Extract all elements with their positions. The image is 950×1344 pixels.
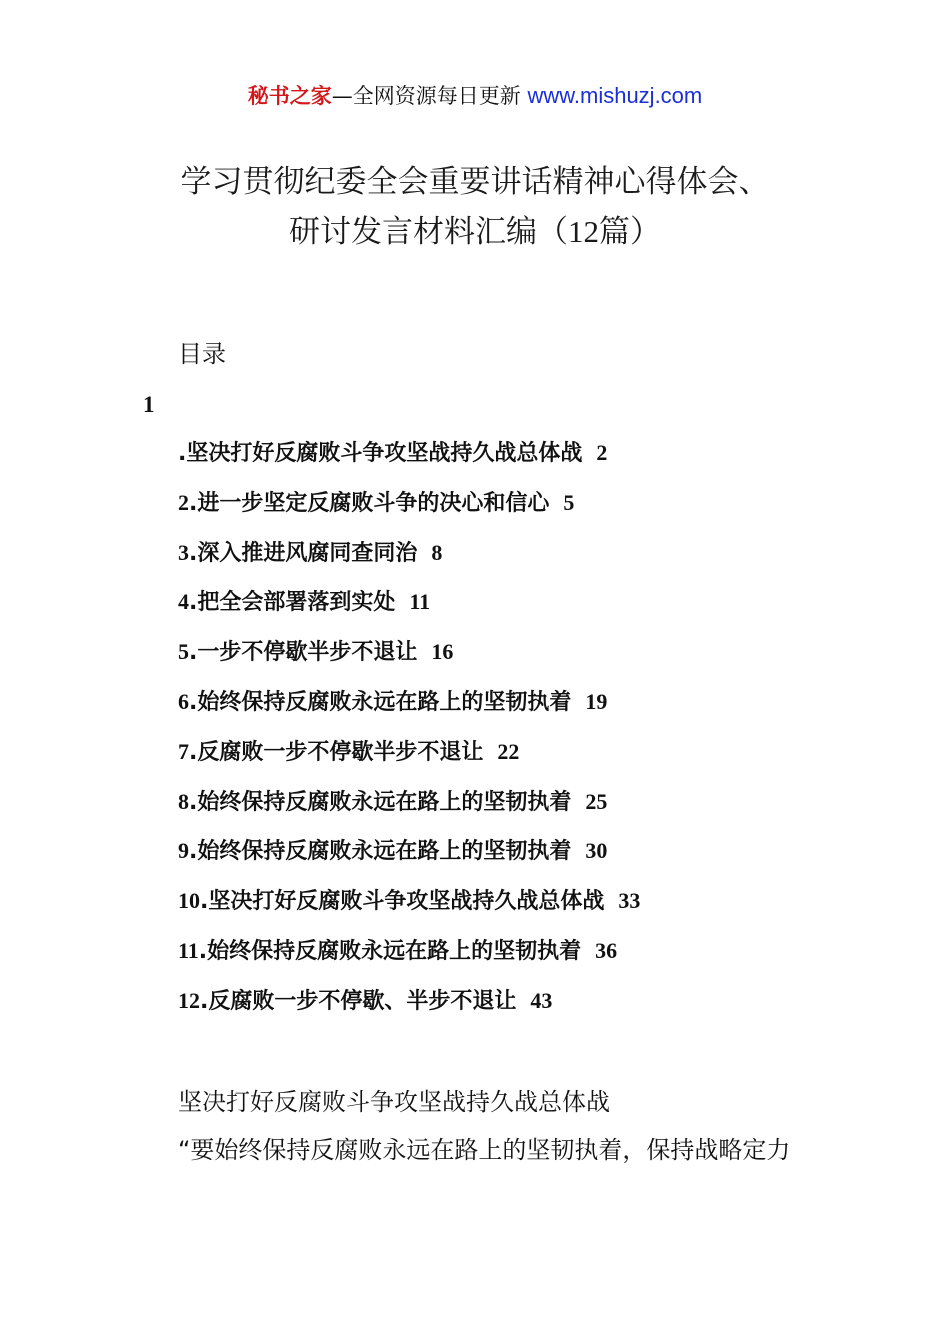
- toc-item-number: 2: [178, 489, 189, 515]
- toc-item-page: 25: [585, 788, 608, 814]
- toc-item-page: 36: [595, 937, 618, 963]
- toc-item-page: 43: [530, 987, 553, 1013]
- toc-item[interactable]: [178, 435, 640, 485]
- toc-item-number: 10: [178, 888, 200, 914]
- brand-name: 秘书之家: [247, 84, 332, 108]
- toc-item[interactable]: [178, 584, 640, 634]
- document-title-line-2: [0, 210, 950, 254]
- toc-item-page: 16: [431, 639, 454, 665]
- section-heading: 坚决打好反腐败斗争攻坚战持久战总体战: [178, 1088, 610, 1116]
- toc-item-title: .把全会部署落到实处: [189, 590, 396, 616]
- toc-item-title: .一步不停歇半步不退让: [189, 640, 418, 666]
- toc-item-page: 2: [596, 440, 608, 465]
- title-count: 12: [568, 214, 599, 249]
- header-tagline: —全网资源每日更新: [331, 84, 528, 108]
- toc-item-page: 33: [618, 888, 641, 914]
- toc-item[interactable]: [178, 784, 640, 834]
- toc-item-title: .始终保持反腐败永远在路上的坚韧执着: [198, 938, 582, 964]
- toc-item-title: .进一步坚定反腐败斗争的决心和信心: [189, 490, 550, 516]
- site-url-link[interactable]: www.mishuzj.com: [527, 83, 703, 108]
- toc-item[interactable]: [178, 883, 640, 933]
- toc-item-title: .始终保持反腐败永远在路上的坚韧执着: [189, 839, 572, 865]
- toc-item[interactable]: [178, 983, 640, 1033]
- toc-item-title: .始终保持反腐败永远在路上的坚韧执着: [189, 689, 572, 715]
- table-of-contents: [178, 435, 640, 1033]
- toc-item-title: .坚决打好反腐败斗争攻坚战持久战总体战: [200, 889, 605, 915]
- toc-item-title: .始终保持反腐败永远在路上的坚韧执着: [189, 789, 572, 815]
- document-title-line-1: 学习贯彻纪委全会重要讲话精神心得体会、: [180, 164, 770, 200]
- body-paragraph: “要始终保持反腐败永远在路上的坚韧执着，保持战略定力: [178, 1136, 791, 1164]
- toc-item-page: 5: [563, 489, 575, 515]
- toc-item-title: .坚决打好反腐败斗争攻坚战持久战总体战: [178, 441, 583, 466]
- toc-item-number: 8: [178, 788, 189, 814]
- toc-item-number: 7: [178, 738, 189, 764]
- toc-item-number: 3: [178, 539, 189, 565]
- toc-item-page: 22: [497, 738, 520, 764]
- toc-item[interactable]: [178, 833, 640, 883]
- toc-item[interactable]: [178, 734, 640, 784]
- toc-item-number: 4: [178, 589, 189, 615]
- toc-item[interactable]: [178, 684, 640, 734]
- toc-item[interactable]: [178, 485, 640, 535]
- toc-item[interactable]: [178, 535, 640, 585]
- toc-heading: 目录: [178, 340, 226, 368]
- toc-item-number: 9: [178, 838, 189, 864]
- title-prefix: 研讨发言材料汇编（: [289, 214, 568, 250]
- toc-item-page: 30: [585, 838, 608, 864]
- toc-item-title: .反腐败一步不停歇半步不退让: [189, 739, 484, 765]
- toc-item[interactable]: [178, 634, 640, 684]
- site-header: [0, 80, 950, 112]
- toc-item-number: 6: [178, 688, 189, 714]
- title-suffix: 篇）: [599, 214, 661, 250]
- toc-item-number: 11: [178, 937, 199, 963]
- toc-item-page: 19: [585, 688, 608, 714]
- toc-item-number: 12: [178, 987, 200, 1013]
- toc-item-page: 8: [431, 539, 443, 565]
- toc-item-title: .反腐败一步不停歇、半步不退让: [200, 988, 517, 1014]
- toc-item[interactable]: [178, 933, 640, 983]
- toc-item-number: 5: [178, 639, 189, 665]
- toc-item-title: .深入推进风腐同查同治: [189, 540, 418, 566]
- toc-item-page: 11: [409, 589, 431, 615]
- toc-first-marker: 1: [143, 392, 155, 417]
